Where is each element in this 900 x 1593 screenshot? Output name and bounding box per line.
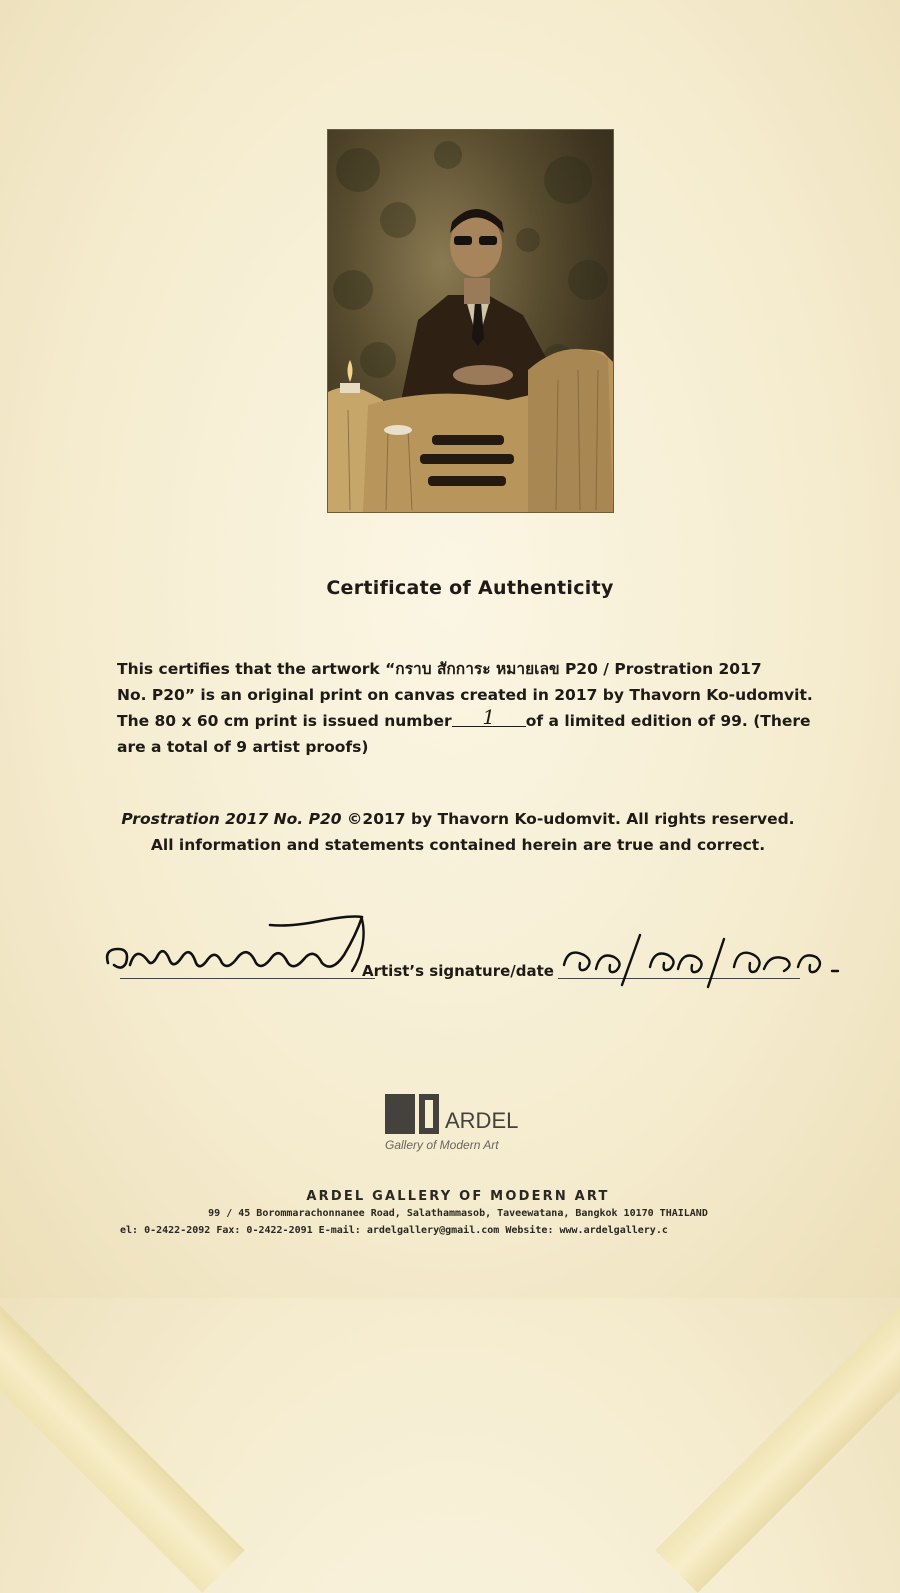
gallery-name: ARDEL GALLERY OF MODERN ART xyxy=(306,1189,610,1204)
edition-number-field: 1 xyxy=(452,708,526,727)
artwork-photo xyxy=(328,130,613,512)
signature-row xyxy=(100,905,820,985)
logo-bracket-icon xyxy=(419,1094,439,1134)
signature-label: Artist’s signature/date xyxy=(362,962,554,980)
gallery-contact: el: 0-2422-2092 Fax: 0-2422-2091 E-mail: ardelgallery@gmail.com Website: www.ardelgallery.c xyxy=(120,1225,668,1236)
statement-line: All information and statements contained herein are true and correct. xyxy=(150,836,766,854)
gallery-logo xyxy=(385,1094,535,1156)
paragraph-line xyxy=(117,705,817,734)
copyright-paragraph xyxy=(0,806,900,858)
corner-ribbon xyxy=(655,0,900,455)
copyright-text: ©2017 by Thavorn Ko-udomvit. All rights reserved. xyxy=(341,810,795,828)
paragraph-line: This certifies that the artwork “กราบ สักการะ หมายเลข P20 / Prostration 2017 xyxy=(117,660,762,678)
paragraph-line: No. P20” is an original print on canvas created in 2017 by Thavorn Ko-udomvit. xyxy=(117,686,813,704)
copyright-line xyxy=(0,806,900,832)
corner-ribbon xyxy=(0,0,245,455)
logo-name: ARDEL xyxy=(445,1108,519,1133)
artwork-title: Prostration 2017 No. P20 xyxy=(121,810,342,828)
logo-square-icon xyxy=(385,1094,415,1134)
paragraph-line: are a total of 9 artist proofs) xyxy=(117,738,369,756)
paragraph-text: The 80 x 60 cm print is issued number xyxy=(117,712,452,730)
paragraph-text: of a limited edition of 99. (There xyxy=(525,712,811,730)
certificate-title: Certificate of Authenticity xyxy=(326,577,614,599)
gallery-address: 99 / 45 Borommarachonnanee Road, Salathammasob, Taveewatana, Bangkok 10170 THAILAND xyxy=(208,1208,708,1219)
certification-paragraph xyxy=(117,656,817,760)
signature-line xyxy=(120,978,375,979)
logo-tagline: Gallery of Modern Art xyxy=(385,1138,499,1152)
handwritten-date-image xyxy=(558,925,848,995)
artist-signature-image xyxy=(100,905,380,985)
